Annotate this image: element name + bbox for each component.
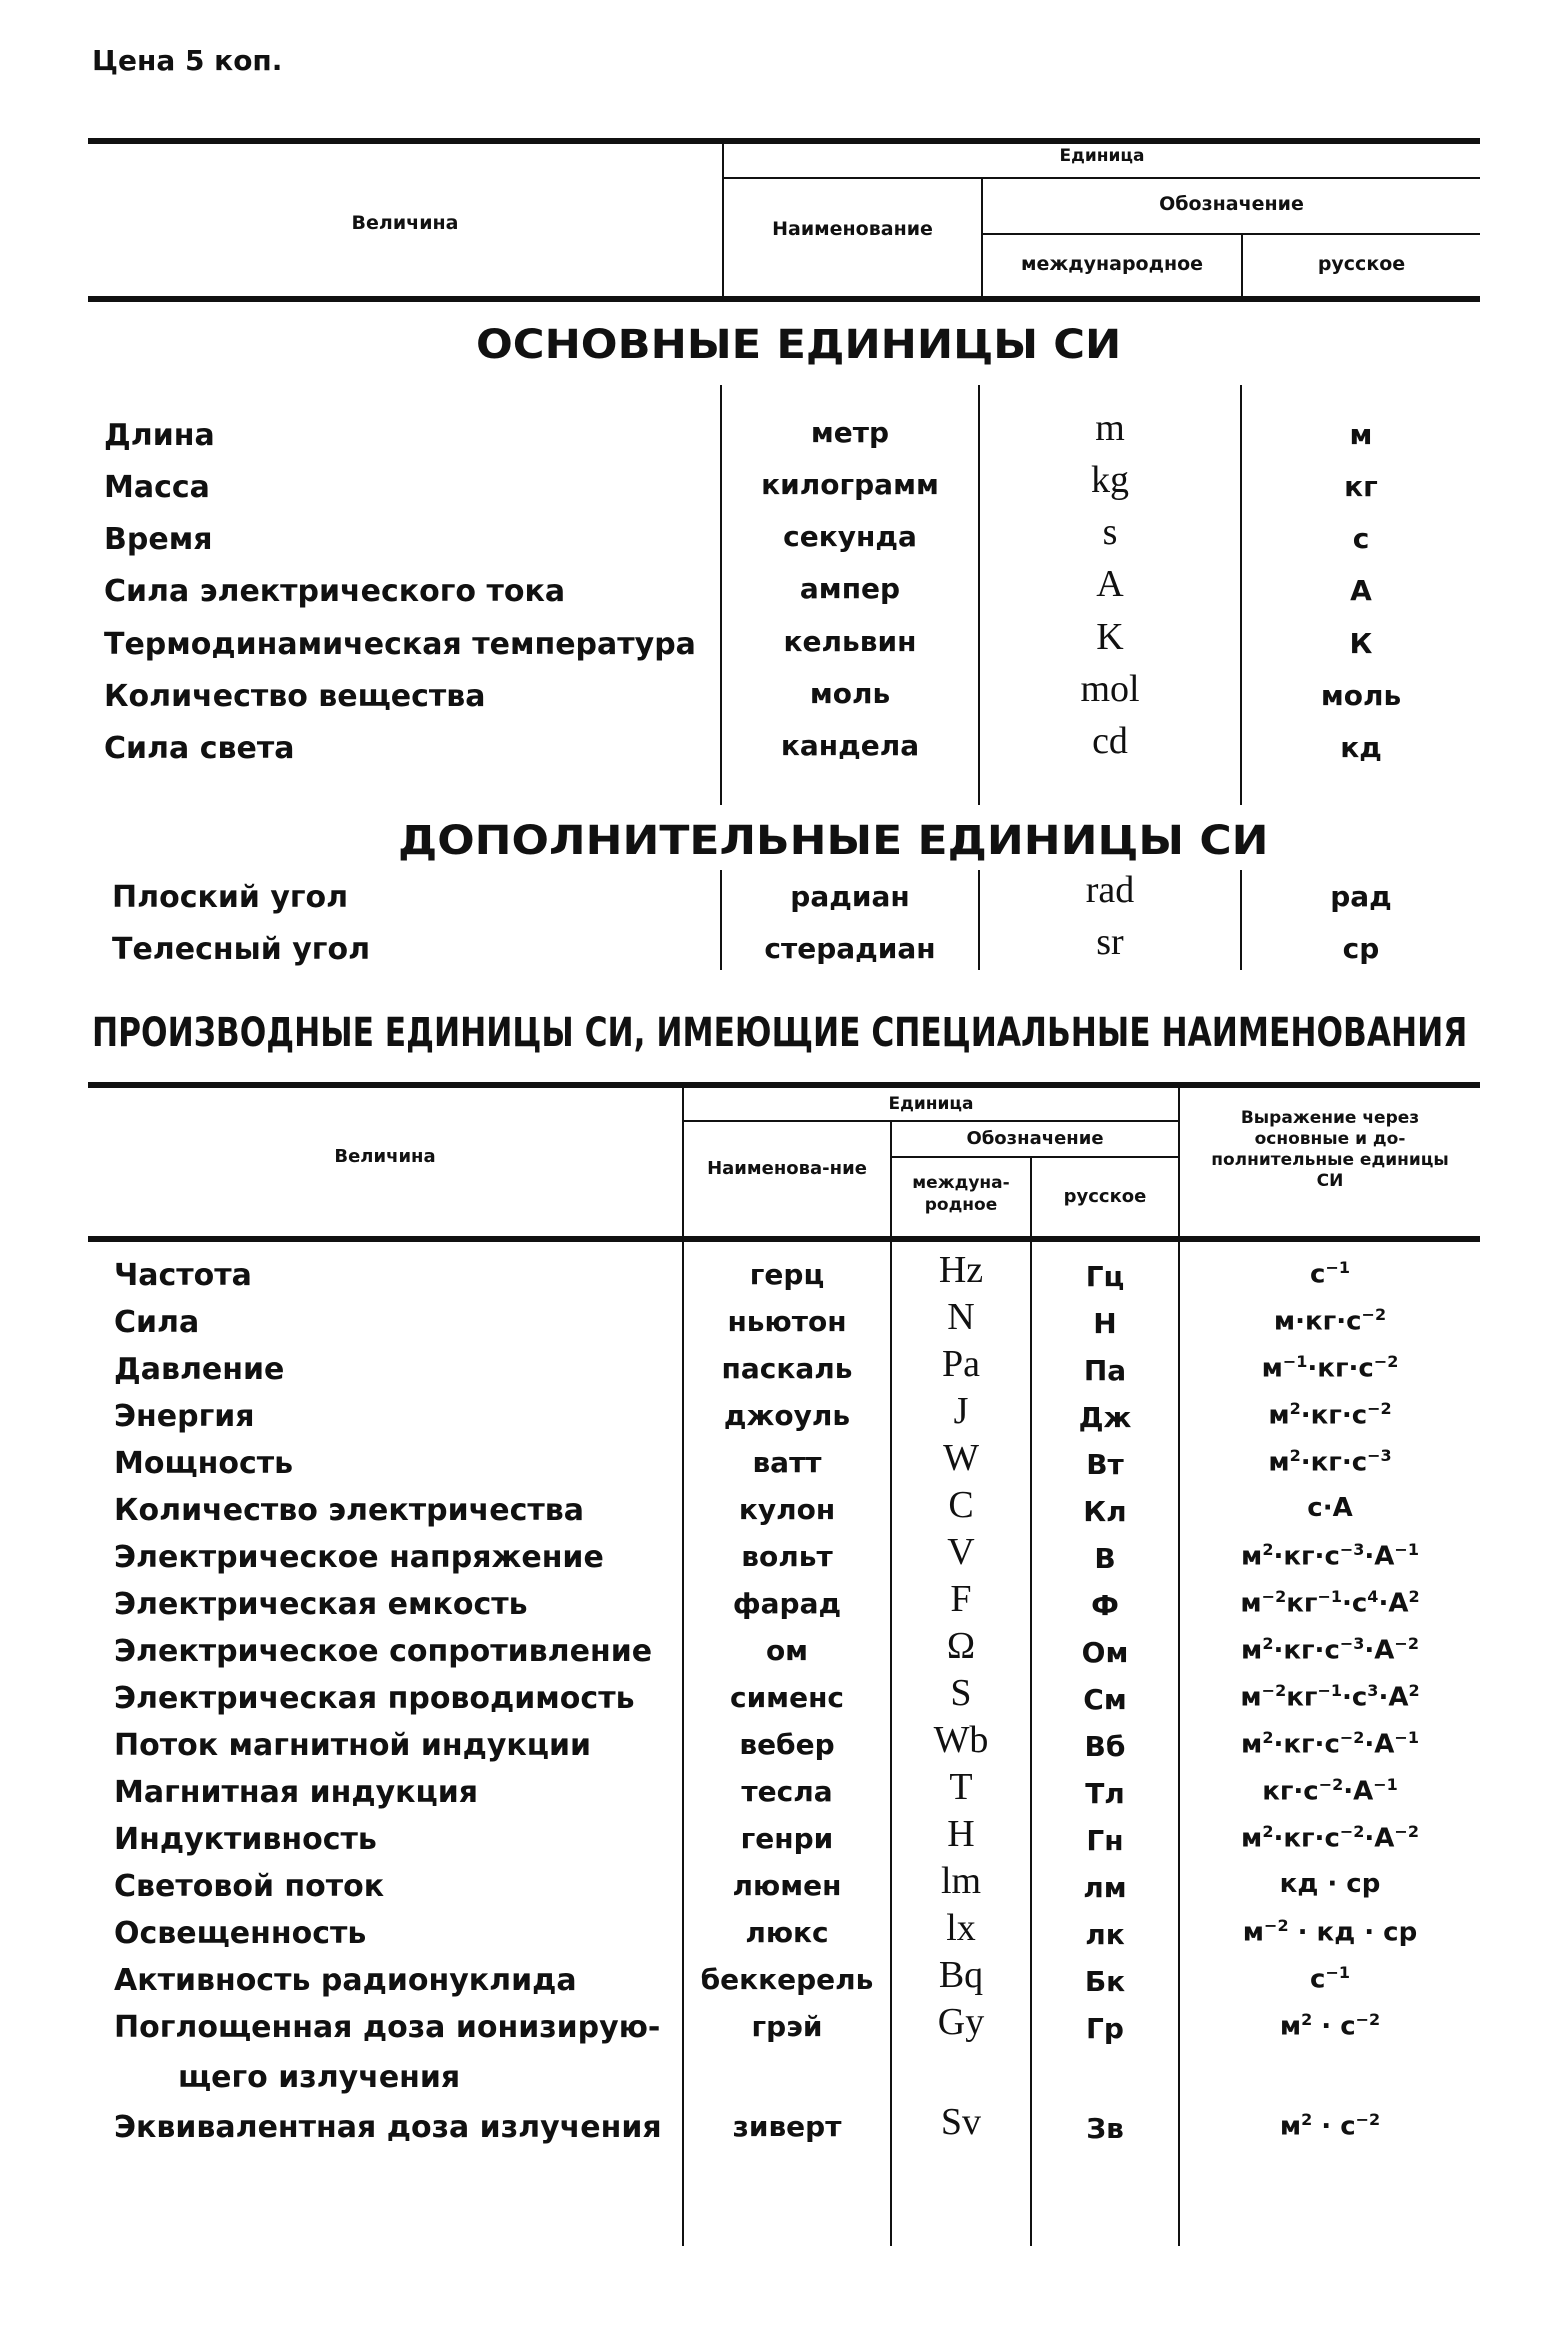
ru-symbol: К — [1349, 627, 1373, 660]
intl-symbol: s — [1102, 511, 1118, 553]
ru-symbol: В — [1094, 1542, 1116, 1575]
unit-name: ньютон — [727, 1305, 847, 1338]
section-title-supplementary: ДОПОЛНИТЕЛЬНЫЕ ЕДИНИЦЫ СИ — [398, 818, 1269, 864]
ru-symbol: лм — [1083, 1871, 1127, 1904]
ru-symbol: Ом — [1081, 1636, 1129, 1669]
si-expression: $м^{-2}кг^{-1}\cdot с^3\cdot А^2$ — [1240, 1681, 1420, 1713]
header-divider — [981, 233, 1480, 235]
intl-symbol: Wb — [933, 1719, 989, 1761]
unit-name: сименс — [729, 1681, 845, 1714]
ru-symbol: А — [1350, 574, 1372, 607]
ru-symbol: Дж — [1078, 1401, 1132, 1434]
quantity-name: Эквивалентная доза излучения — [114, 2110, 662, 2145]
unit-name: вольт — [741, 1540, 833, 1573]
quantity-name: Термодинамическая температура — [104, 627, 696, 662]
header-quantity: Величина — [351, 212, 459, 234]
unit-name: грэй — [751, 2010, 823, 2043]
ru-symbol: Кл — [1083, 1495, 1127, 1528]
header-unit: Единица — [1059, 146, 1145, 166]
unit-name: моль — [809, 677, 891, 710]
unit-name: кельвин — [783, 625, 917, 658]
si-expression: $м^{-2}кг^{-1}\cdot с^4\cdot А^2$ — [1240, 1587, 1420, 1619]
derived-header-bottom-rule — [88, 1236, 1480, 1242]
quantity-name: Время — [104, 522, 213, 557]
quantity-name: Электрическая емкость — [114, 1587, 528, 1622]
quantity-name: Телесный угол — [112, 932, 371, 967]
top-rule — [88, 138, 1480, 144]
si-expression: $с^{-1}$ — [1310, 1963, 1350, 1995]
quantity-name: Частота — [114, 1258, 252, 1293]
quantity-name: Световой поток — [114, 1869, 385, 1904]
unit-name: генри — [740, 1822, 834, 1855]
ru-symbol: ср — [1342, 932, 1380, 965]
unit-name: зиверт — [732, 2110, 842, 2143]
unit-name: килограмм — [761, 468, 939, 501]
unit-name: стерадиан — [764, 932, 936, 965]
intl-symbol: Bq — [938, 1954, 984, 1996]
header-bottom-rule — [88, 296, 1480, 302]
derived-top-rule — [88, 1082, 1480, 1088]
unit-name: ампер — [799, 572, 901, 605]
quantity-name: Сила электрического тока — [104, 574, 566, 609]
intl-symbol: Pa — [942, 1343, 980, 1385]
quantity-name: Индуктивность — [114, 1822, 377, 1857]
header-international: междуна-родное — [912, 1173, 1010, 1215]
intl-symbol: kg — [1091, 459, 1129, 501]
intl-symbol: V — [947, 1531, 975, 1573]
intl-symbol: rad — [1085, 869, 1135, 911]
si-expression: $м^2\cdot кг\cdot с^{-3}\cdot А^{-2}$ — [1241, 1634, 1419, 1666]
intl-symbol: m — [1095, 407, 1125, 449]
unit-name: метр — [810, 416, 890, 449]
intl-symbol: sr — [1096, 921, 1124, 963]
header-unit: Единица — [888, 1094, 974, 1114]
ru-symbol: Бк — [1084, 1965, 1126, 1998]
si-expression: $м^{-1}\cdot кг\cdot с^{-2}$ — [1261, 1352, 1399, 1384]
unit-name: джоуль — [723, 1399, 851, 1432]
header-designation: Обозначение — [966, 1128, 1104, 1149]
ru-symbol: Гр — [1086, 2012, 1124, 2045]
unit-name: радиан — [790, 880, 910, 913]
quantity-name: Длина — [104, 418, 215, 453]
ru-symbol: Гц — [1085, 1260, 1125, 1293]
quantity-name: Масса — [104, 470, 210, 505]
quantity-name: Магнитная индукция — [114, 1775, 478, 1810]
si-expression: $м^2\cdot кг\cdot с^{-2}\cdot А^{-2}$ — [1241, 1822, 1419, 1854]
quantity-name-continued: щего излучения — [178, 2060, 461, 2095]
ru-symbol: Вт — [1086, 1448, 1124, 1481]
quantity-name: Количество электричества — [114, 1493, 584, 1528]
unit-name: секунда — [783, 520, 917, 553]
quantity-name: Электрическое сопротивление — [114, 1634, 653, 1669]
si-expression: $с^{-1}$ — [1310, 1258, 1350, 1290]
intl-symbol: Sv — [940, 2101, 982, 2143]
quantity-name: Освещенность — [114, 1916, 367, 1951]
ru-symbol: кг — [1344, 470, 1378, 503]
unit-name: беккерель — [700, 1963, 874, 1996]
header-russian: русское — [1063, 1186, 1147, 1207]
unit-name: вебер — [739, 1728, 835, 1761]
si-expression: $м^2\cdot кг\cdot с^{-3}\cdot А^{-1}$ — [1241, 1540, 1419, 1572]
header-russian: русское — [1317, 253, 1406, 275]
quantity-name: Мощность — [114, 1446, 294, 1481]
unit-name: ом — [765, 1634, 809, 1667]
intl-symbol: Ω — [946, 1625, 976, 1667]
intl-symbol: C — [948, 1484, 974, 1526]
ru-symbol: Гн — [1086, 1824, 1124, 1857]
quantity-name: Энергия — [114, 1399, 255, 1434]
unit-name: тесла — [741, 1775, 833, 1808]
header-designation: Обозначение — [1159, 193, 1304, 215]
unit-name: люкс — [745, 1916, 829, 1949]
header-expression: Выражение через основные и до-полнительные единицы СИ — [1211, 1108, 1449, 1191]
ru-symbol: кд — [1340, 731, 1382, 764]
intl-symbol: lx — [946, 1907, 976, 1949]
intl-symbol: A — [1096, 563, 1124, 605]
si-expression: $м^2 \cdot с^{-2}$ — [1279, 2110, 1381, 2142]
quantity-name: Поглощенная доза ионизирую- — [114, 2010, 661, 2045]
section-title-base: ОСНОВНЫЕ ЕДИНИЦЫ СИ — [476, 322, 1122, 368]
intl-symbol: cd — [1092, 720, 1128, 762]
ru-symbol: м — [1349, 418, 1373, 451]
quantity-name: Сила — [114, 1305, 200, 1340]
header-name: Наименование — [772, 218, 933, 240]
quantity-name: Плоский угол — [112, 880, 349, 915]
ru-symbol: Ф — [1091, 1589, 1119, 1622]
section-title-derived: ПРОИЗВОДНЫЕ ЕДИНИЦЫ СИ, ИМЕЮЩИЕ СПЕЦИАЛЬНЫЕ НАИМЕНОВАНИЯ — [92, 1010, 1468, 1056]
si-expression: $м^2\cdot кг\cdot с^{-2}$ — [1268, 1399, 1392, 1431]
si-expression: $м\cdot кг\cdot с^{-2}$ — [1273, 1305, 1387, 1337]
ru-symbol: Зв — [1086, 2112, 1124, 2145]
intl-symbol: Hz — [938, 1249, 984, 1291]
ru-symbol: с — [1352, 522, 1370, 555]
quantity-name: Давление — [114, 1352, 285, 1387]
ru-symbol: моль — [1320, 679, 1402, 712]
intl-symbol: N — [947, 1296, 975, 1338]
unit-name: фарад — [732, 1587, 842, 1620]
intl-symbol: lm — [940, 1860, 982, 1902]
si-expression: с·А — [1307, 1493, 1353, 1523]
si-expression: $м^{-2}$ · кд · ср — [1242, 1916, 1418, 1948]
ru-symbol: См — [1083, 1683, 1127, 1716]
intl-symbol: J — [953, 1390, 969, 1432]
header-quantity: Величина — [334, 1146, 436, 1167]
intl-symbol: K — [1096, 616, 1124, 658]
header-international: международное — [1020, 253, 1204, 275]
si-expression: $м^2\cdot кг\cdot с^{-2}\cdot А^{-1}$ — [1241, 1728, 1419, 1760]
ru-symbol: Вб — [1084, 1730, 1126, 1763]
unit-name: кулон — [738, 1493, 836, 1526]
si-expression: $м^2\cdot кг\cdot с^{-3}$ — [1268, 1446, 1392, 1478]
quantity-name: Активность радионуклида — [114, 1963, 577, 1998]
ru-symbol: Па — [1083, 1354, 1127, 1387]
si-expression: кд · ср — [1279, 1869, 1381, 1899]
price-label: Цена 5 коп. — [92, 44, 283, 77]
unit-name: кандела — [780, 729, 920, 762]
quantity-name: Количество вещества — [104, 679, 486, 714]
quantity-name: Электрическая проводимость — [114, 1681, 635, 1716]
ru-symbol: рад — [1330, 880, 1392, 913]
header-divider — [890, 1156, 1178, 1158]
si-expression: $м^2 \cdot с^{-2}$ — [1279, 2010, 1381, 2042]
intl-symbol: S — [950, 1672, 972, 1714]
unit-name: паскаль — [721, 1352, 853, 1385]
quantity-name: Сила света — [104, 731, 295, 766]
intl-symbol: Gy — [937, 2001, 985, 2043]
intl-symbol: H — [947, 1813, 975, 1855]
intl-symbol: T — [949, 1766, 973, 1808]
intl-symbol: mol — [1080, 668, 1140, 710]
header-divider — [682, 1120, 1178, 1122]
si-expression: $кг\cdot с^{-2}\cdot А^{-1}$ — [1262, 1775, 1398, 1807]
quantity-name: Электрическое напряжение — [114, 1540, 604, 1575]
ru-symbol: Н — [1093, 1307, 1117, 1340]
unit-name: ватт — [752, 1446, 822, 1479]
unit-name: герц — [749, 1258, 825, 1291]
quantity-name: Поток магнитной индукции — [114, 1728, 592, 1763]
intl-symbol: W — [943, 1437, 979, 1479]
unit-name: люмен — [732, 1869, 842, 1902]
ru-symbol: лк — [1085, 1918, 1125, 1951]
intl-symbol: F — [950, 1578, 972, 1620]
header-name: Наименова-ние — [707, 1158, 867, 1179]
header-divider — [722, 177, 1480, 179]
ru-symbol: Тл — [1085, 1777, 1125, 1810]
